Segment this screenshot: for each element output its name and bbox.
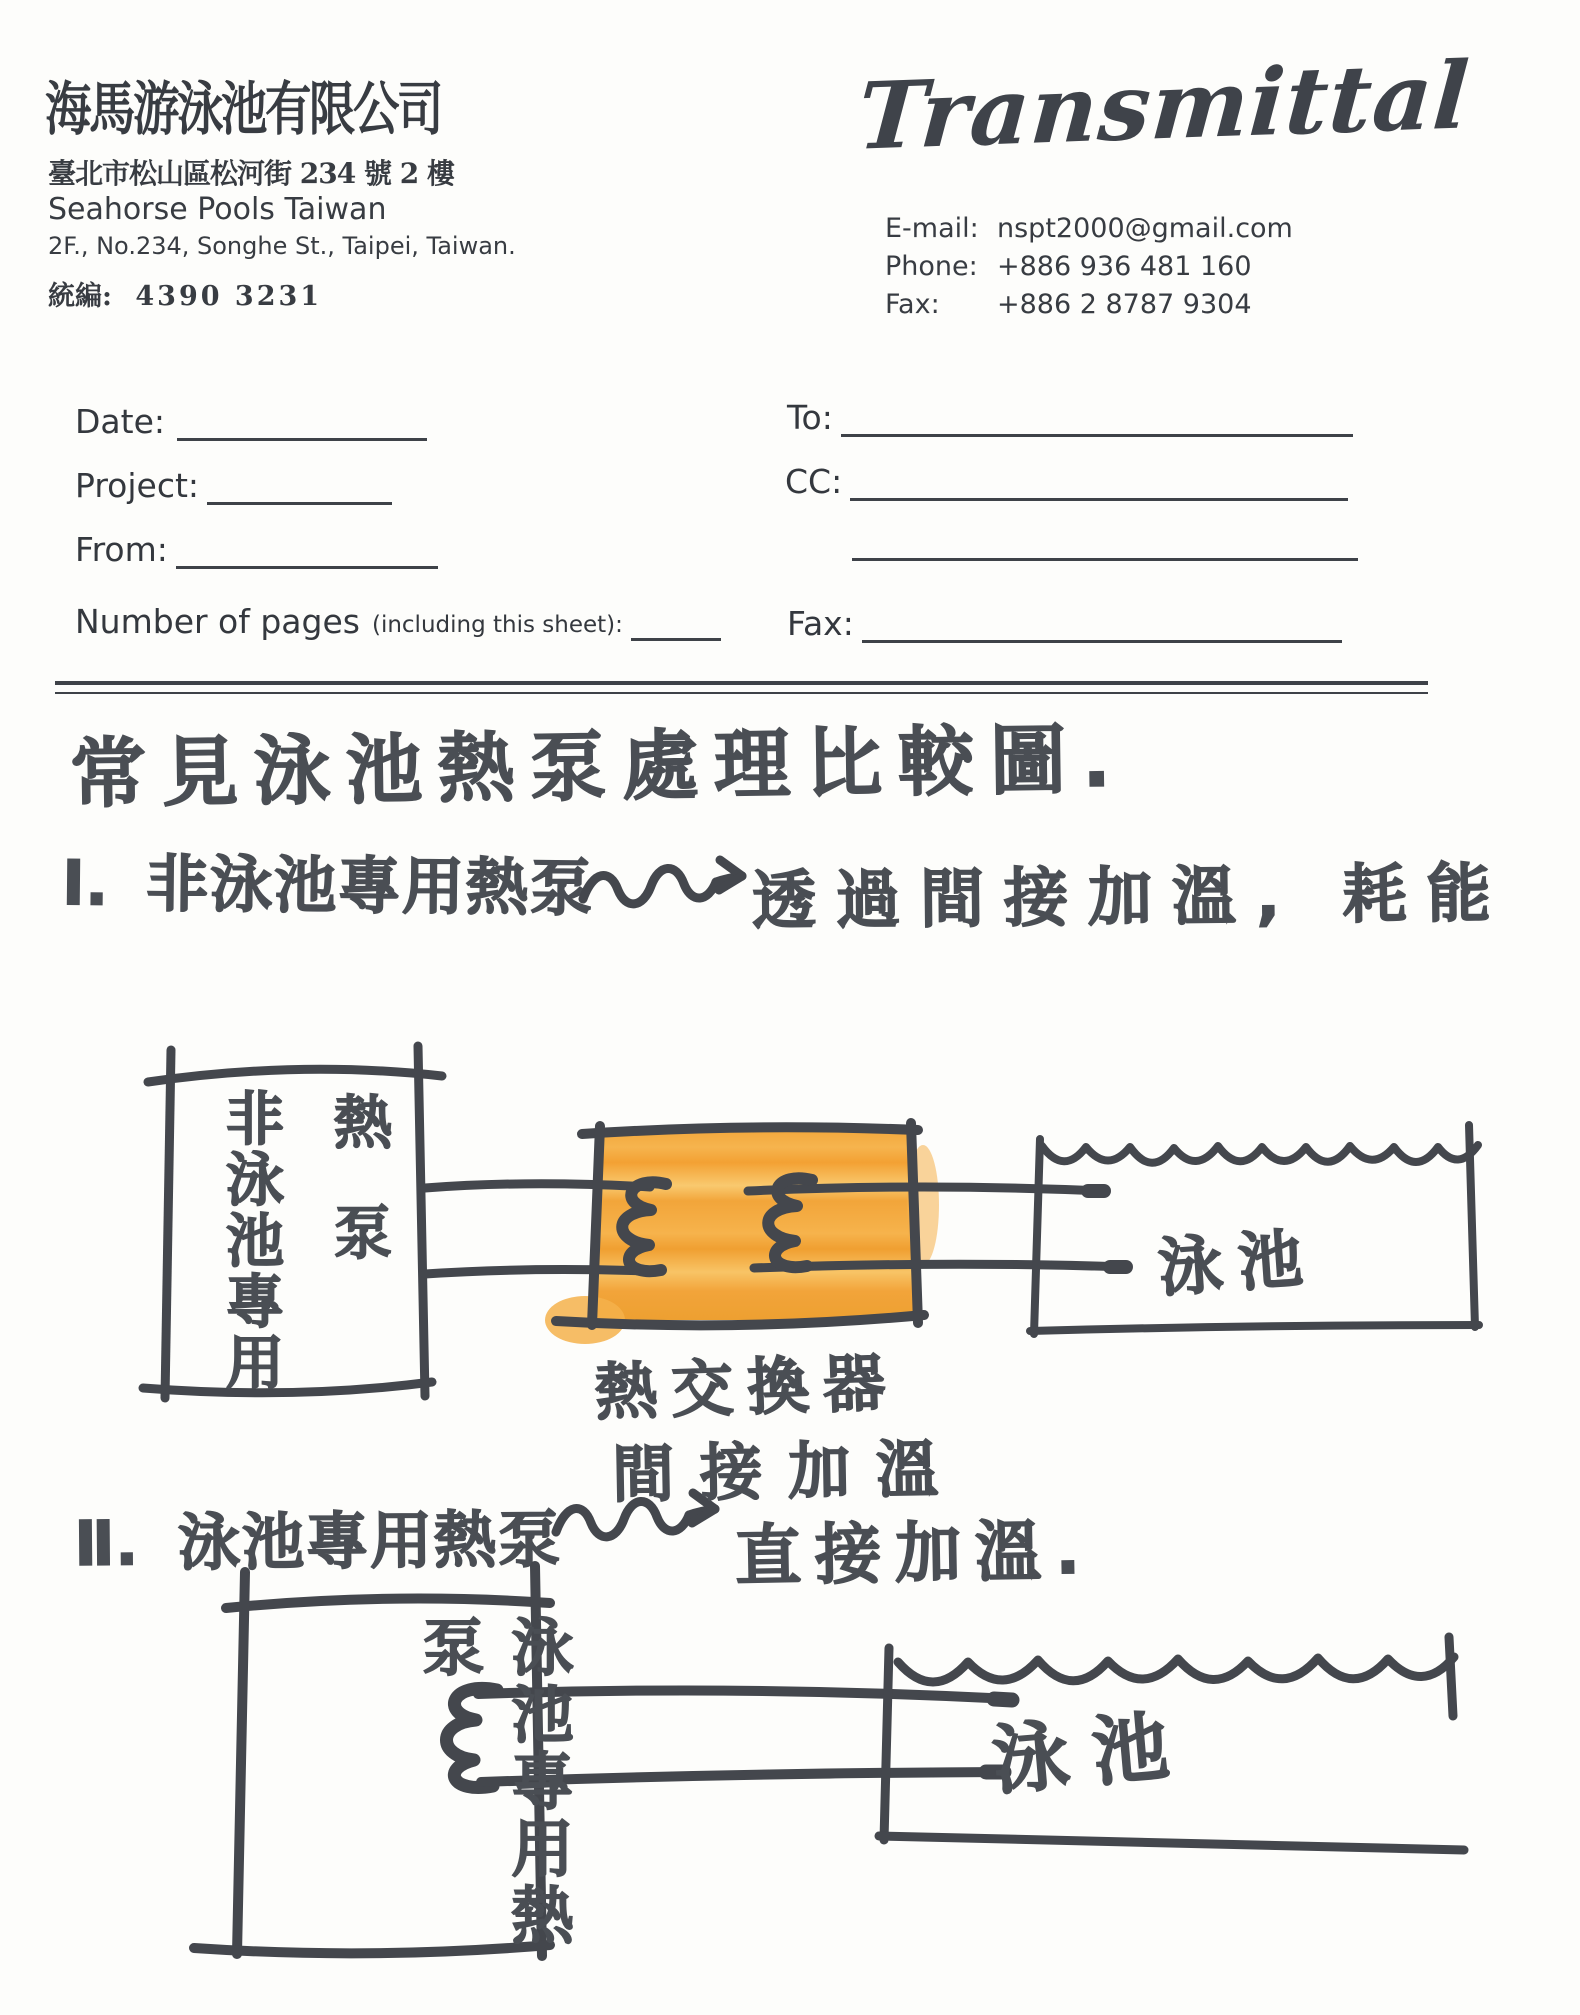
phone-label: Phone: xyxy=(885,251,978,282)
company-name-en: Seahorse Pools Taiwan xyxy=(48,192,387,227)
to-label: To: xyxy=(787,398,833,437)
item2-numeral: Ⅱ. xyxy=(73,1506,139,1581)
tax-id-label: 統編: xyxy=(48,281,112,312)
fax-value: +886 2 8787 9304 xyxy=(997,289,1252,320)
squiggle-arrow-icon-1 xyxy=(583,860,742,904)
document-title: Transmittal xyxy=(854,41,1473,171)
note-title: 常見泳池熱泵處理比較圖. xyxy=(69,714,1128,819)
fax-label: Fax: xyxy=(885,289,940,320)
company-address-zh: 臺北市松山區松河街 234 號 2 樓 xyxy=(48,157,454,190)
cc-label: CC: xyxy=(785,462,843,501)
item1-numeral: I. xyxy=(61,846,109,920)
heat-exchanger-highlight xyxy=(545,1128,939,1344)
pump1-label-col1: 非泳池專用 xyxy=(216,1088,284,1393)
water-wave-2 xyxy=(898,1657,1454,1682)
pages-label: Number of pages xyxy=(75,602,360,641)
phone-value: +886 936 481 160 xyxy=(997,251,1252,282)
item2-subject: 泳池專用熱泵 xyxy=(177,1502,563,1580)
pump1-label-col2: 熱泵 xyxy=(324,1092,392,1312)
email-label: E-mail: xyxy=(885,213,979,244)
pool2-label: 泳池 xyxy=(989,1699,1197,1806)
note-item-2-result: 直接加溫. xyxy=(734,1511,1095,1596)
diagram-2 xyxy=(194,1566,1464,1956)
water-wave-1 xyxy=(1042,1145,1478,1163)
exchanger-caption: 熱交換器 xyxy=(593,1345,901,1430)
date-label: Date: xyxy=(75,402,165,441)
pages-note: (including this sheet): xyxy=(371,612,623,638)
pool1-label: 泳池 xyxy=(1156,1221,1321,1307)
company-name-zh: 海馬游泳池有限公司 xyxy=(45,75,442,143)
project-label: Project: xyxy=(75,466,200,505)
from-label: From: xyxy=(75,530,168,569)
company-address-en: 2F., No.234, Songhe St., Taipei, Taiwan. xyxy=(48,232,516,260)
exchanger-subcaption: 間接加溫 xyxy=(611,1431,965,1512)
tax-id-value: 4390 3231 xyxy=(135,281,323,312)
pump2-label: 泳池專用熱泵 xyxy=(412,1615,574,1950)
item1-subject: 非泳池專用熱泵 xyxy=(145,847,595,925)
note-item-1-result: 透過間接加溫, 耗能 xyxy=(751,857,1512,939)
fax-to-label: Fax: xyxy=(787,604,854,643)
email-value: nspt2000@gmail.com xyxy=(997,213,1293,244)
